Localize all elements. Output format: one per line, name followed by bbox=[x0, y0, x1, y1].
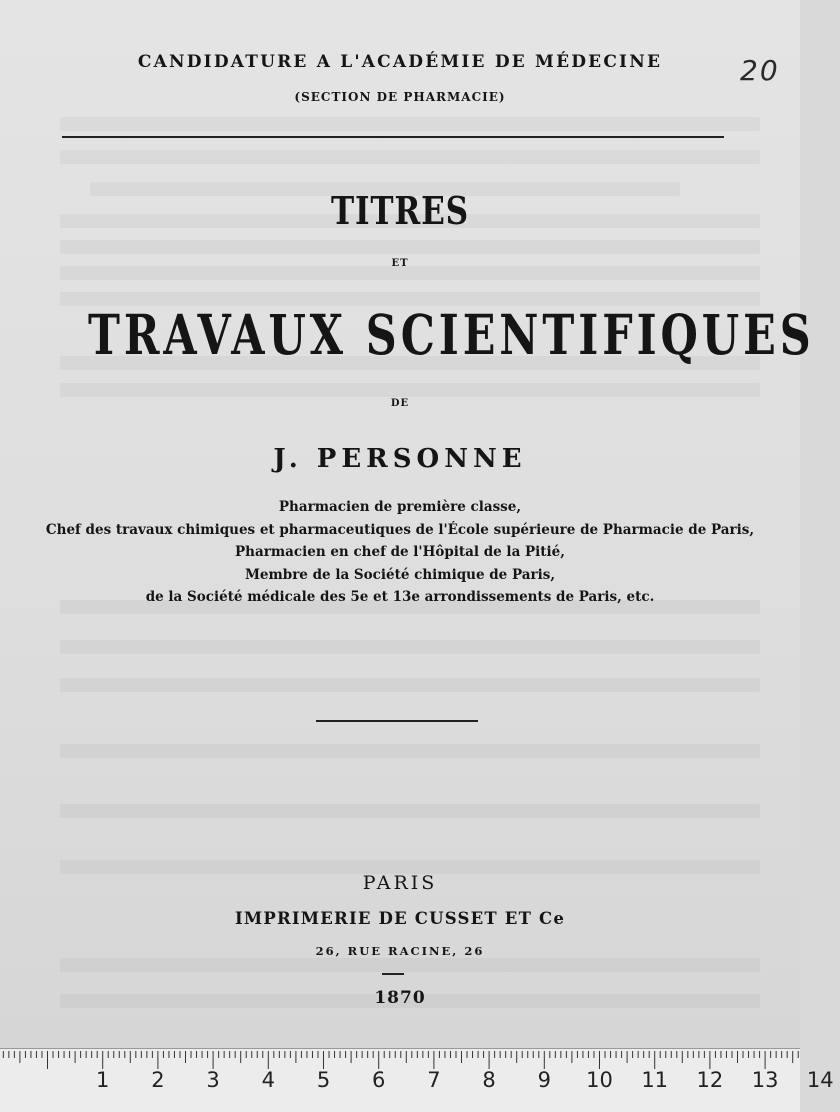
title-titres: TITRES bbox=[330, 188, 470, 233]
imprint-address: 26, RUE RACINE, 26 bbox=[315, 944, 485, 958]
ruler-number: 13 bbox=[751, 1068, 779, 1092]
imprint-dash bbox=[382, 973, 404, 975]
page-number: 20 bbox=[740, 54, 780, 87]
ruler-number: 11 bbox=[641, 1068, 669, 1092]
qualification-line: Pharmacien de première classe, bbox=[278, 499, 522, 515]
title-de: DE bbox=[390, 398, 410, 409]
imprint-year: 1870 bbox=[374, 988, 426, 1008]
candidature-heading: CANDIDATURE A L'ACADÉMIE DE MÉDECINE bbox=[137, 52, 663, 72]
ruler-number: 9 bbox=[537, 1068, 551, 1092]
imprint-city: PARIS bbox=[362, 872, 438, 894]
title-et: ET bbox=[391, 258, 409, 269]
ruler-number: 7 bbox=[427, 1068, 441, 1092]
header-rule bbox=[62, 136, 724, 138]
imprint-printer: IMPRIMERIE DE CUSSET ET Ce bbox=[234, 909, 566, 928]
qualification-line: Membre de la Société chimique de Paris, bbox=[244, 566, 556, 583]
ruler-number: 1 bbox=[96, 1068, 110, 1092]
ruler-number: 14 bbox=[806, 1068, 834, 1092]
separator-rule bbox=[316, 720, 478, 722]
section-subheading: (SECTION DE PHARMACIE) bbox=[294, 90, 506, 104]
ruler-number: 2 bbox=[151, 1068, 165, 1092]
ruler-number: 10 bbox=[586, 1068, 613, 1092]
qualifications bbox=[0, 496, 800, 609]
ruler-number: 3 bbox=[206, 1068, 220, 1092]
ruler-number: 4 bbox=[261, 1068, 275, 1092]
ruler-number: 8 bbox=[482, 1068, 496, 1092]
qualification-line: Chef des travaux chimiques et pharmaceutiques de l'École supérieure de Pharmacie de Paris, bbox=[45, 521, 755, 538]
qualification-line: de la Société médicale des 5e et 13e arrondissements de Paris, etc. bbox=[145, 589, 655, 605]
ruler-number: 5 bbox=[316, 1068, 331, 1092]
title-travaux: TRAVAUX SCIENTIFIQUES bbox=[88, 302, 815, 367]
ruler-number: 12 bbox=[696, 1068, 724, 1092]
author-name: J. PERSONNE bbox=[273, 444, 527, 474]
qualification-line: Pharmacien en chef de l'Hôpital de la Pitié, bbox=[235, 544, 565, 560]
ruler-number: 6 bbox=[372, 1068, 386, 1092]
